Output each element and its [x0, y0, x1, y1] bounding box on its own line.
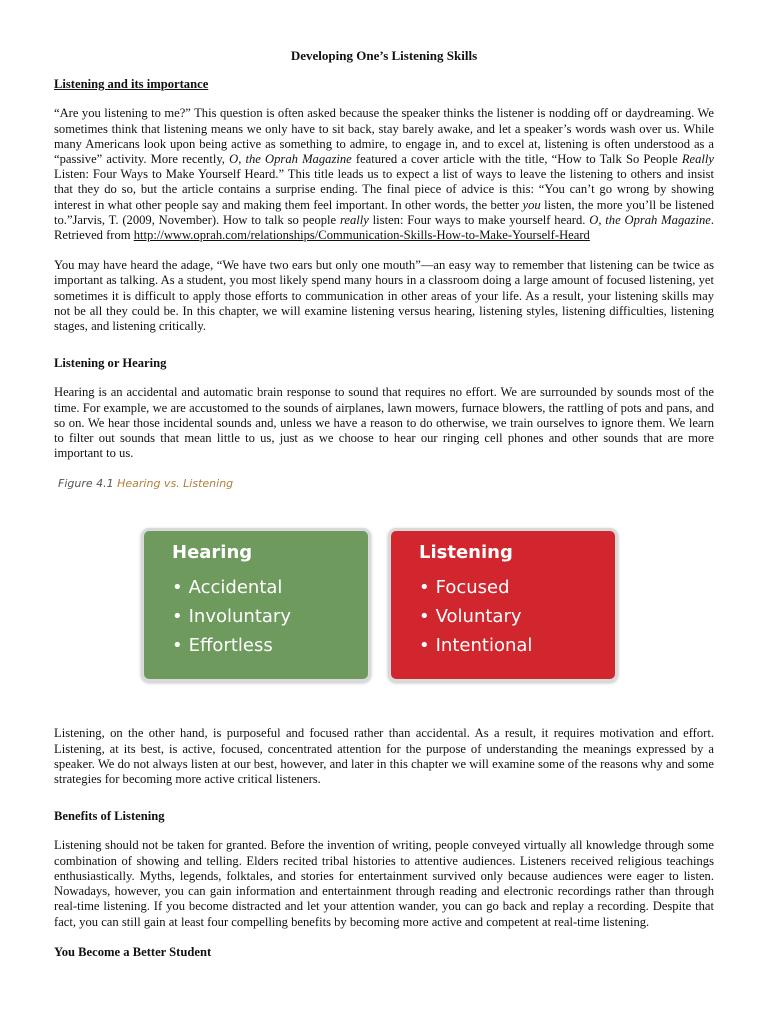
bullet-icon: •	[419, 634, 430, 656]
hearing-item-label: Accidental	[188, 576, 283, 598]
emphasis-really: Really	[681, 152, 715, 167]
listening-list	[419, 573, 615, 660]
text-run: featured a cover article with the title, “How to Talk So People	[351, 152, 682, 167]
text-run: Listen: Four Ways to Make Yourself Heard.” This title leads us to expect a list of ways to leave the listening to others and insist that they do so, but the article contains a surprise ending. The final piece of advice is this: “You can’t go wrong by showing interest in what other people say and making them feel important. In other words, the better	[54, 167, 714, 212]
magazine-title: O, the Oprah Magazine	[229, 152, 352, 167]
document-page	[54, 40, 714, 974]
hearing-item-label: Effortless	[188, 634, 273, 656]
bullet-icon: •	[419, 605, 430, 627]
text-run: . Retrieved from	[54, 212, 714, 243]
hearing-item-label: Involuntary	[188, 605, 291, 627]
listening-item	[419, 602, 615, 631]
hearing-box-title: Hearing	[172, 542, 253, 564]
listening-item	[419, 631, 615, 660]
listening-box	[388, 528, 618, 682]
listening-item-label: Voluntary	[435, 605, 522, 627]
text-run: listen, the more you’ll be listened to.”Jarvis, T. (2009, November). How to talk so people	[54, 197, 714, 227]
text-run: listen: Four ways to make yourself heard.	[368, 212, 590, 227]
paragraph-benefits: Listening should not be taken for granted. Before the invention of writing, people conveyed virtually all knowledge through some combination of showing and telling. Elders recited tribal histories to attentive audiences. Listeners received religious teachings enthusiastically. Myths, legends, folktales, and stories for entertainment survived only because audiences were eager to listen. Nowadays, however, you can gain information and entertainment through reading and electronic recordings rather than through real-time listening. If you become distracted and let your attention wander, you can go back and replay a recording. Despite that fact, you can still gain at least four compelling benefits by becoming more active and competent at real-time listening.	[54, 838, 714, 929]
paragraph-listening: Listening, on the other hand, is purposeful and focused rather than accidental. As a result, it requires motivation and effort. Listening, at its best, is active, focused, concentrated attention for the purpose of understanding the meanings expressed by a speaker. We do not always listen at our best, however, and later in this chapter we will examine some of the reasons why and some strategies for becoming more active critical listeners.	[54, 726, 714, 787]
document-title: Developing One’s Listening Skills	[290, 48, 478, 63]
listening-box-title: Listening	[419, 542, 513, 564]
section-heading-better-student: You Become a Better Student	[54, 944, 212, 959]
figure-title: Hearing vs. Listening	[117, 477, 234, 491]
bullet-icon: •	[419, 576, 430, 598]
listening-item-label: Focused	[435, 576, 510, 598]
figure-label: Figure 4.1	[58, 477, 114, 491]
hearing-item	[172, 573, 368, 602]
hearing-vs-listening-figure	[54, 504, 714, 704]
hearing-box	[141, 528, 371, 682]
listening-item-label: Intentional	[435, 634, 533, 656]
section-heading-benefits: Benefits of Listening	[54, 809, 165, 824]
figure-caption	[58, 476, 714, 496]
section-heading-listening-or-hearing: Listening or Hearing	[54, 356, 167, 371]
emphasis-you: you	[522, 197, 541, 212]
hearing-item	[172, 602, 368, 631]
section-heading-importance: Listening and its importance	[54, 77, 209, 92]
hearing-list	[172, 573, 368, 660]
bullet-icon: •	[172, 634, 183, 656]
paragraph-importance-1	[54, 106, 714, 243]
bullet-icon: •	[172, 605, 183, 627]
listening-item	[419, 573, 615, 602]
paragraph-importance-2: You may have heard the adage, “We have two ears but only one mouth”—an easy way to remember that listening can be twice as important as talking. As a student, you most likely spend many hours in a classroom doing a large amount of focused listening, yet sometimes it is difficult to apply those efforts to communication in other areas of your life. As a result, your listening skills may not be all they could be. In this chapter, we will examine listening versus hearing, listening styles, listening difficulties, listening stages, and listening critically.	[54, 258, 714, 334]
magazine-title-2: O, the Oprah Magazine	[589, 212, 711, 227]
paragraph-hearing: Hearing is an accidental and automatic brain response to sound that requires no effort. We are surrounded by sounds most of the time. For example, we are accustomed to the sounds of airplanes, lawn mowers, furnace blowers, the rattling of pots and pans, and so on. We hear those incidental sounds and, unless we have a reason to do otherwise, we train ourselves to ignore them. We learn to filter out sounds that mean little to us, just as we choose to hear our ringing cell phones and other sounds that are more important to us.	[54, 385, 714, 461]
text-run: “Are you listening to me?” This question is often asked because the speaker thinks the listener is nodding off or daydreaming. We sometimes think that listening means we only have to sit back, stay barely awake, and let a speaker’s words wash over us. While many Americans look upon being active as something to admire, to engage in, and to excel at, listening is often understood as a “passive” activity. More recently,	[54, 106, 714, 167]
bullet-icon: •	[172, 576, 183, 598]
emphasis-really-2: really	[339, 212, 369, 227]
source-link[interactable]: http://www.oprah.com/relationships/Communication-Skills-How-to-Make-Yourself-Heard	[133, 228, 590, 243]
hearing-item	[172, 631, 368, 660]
